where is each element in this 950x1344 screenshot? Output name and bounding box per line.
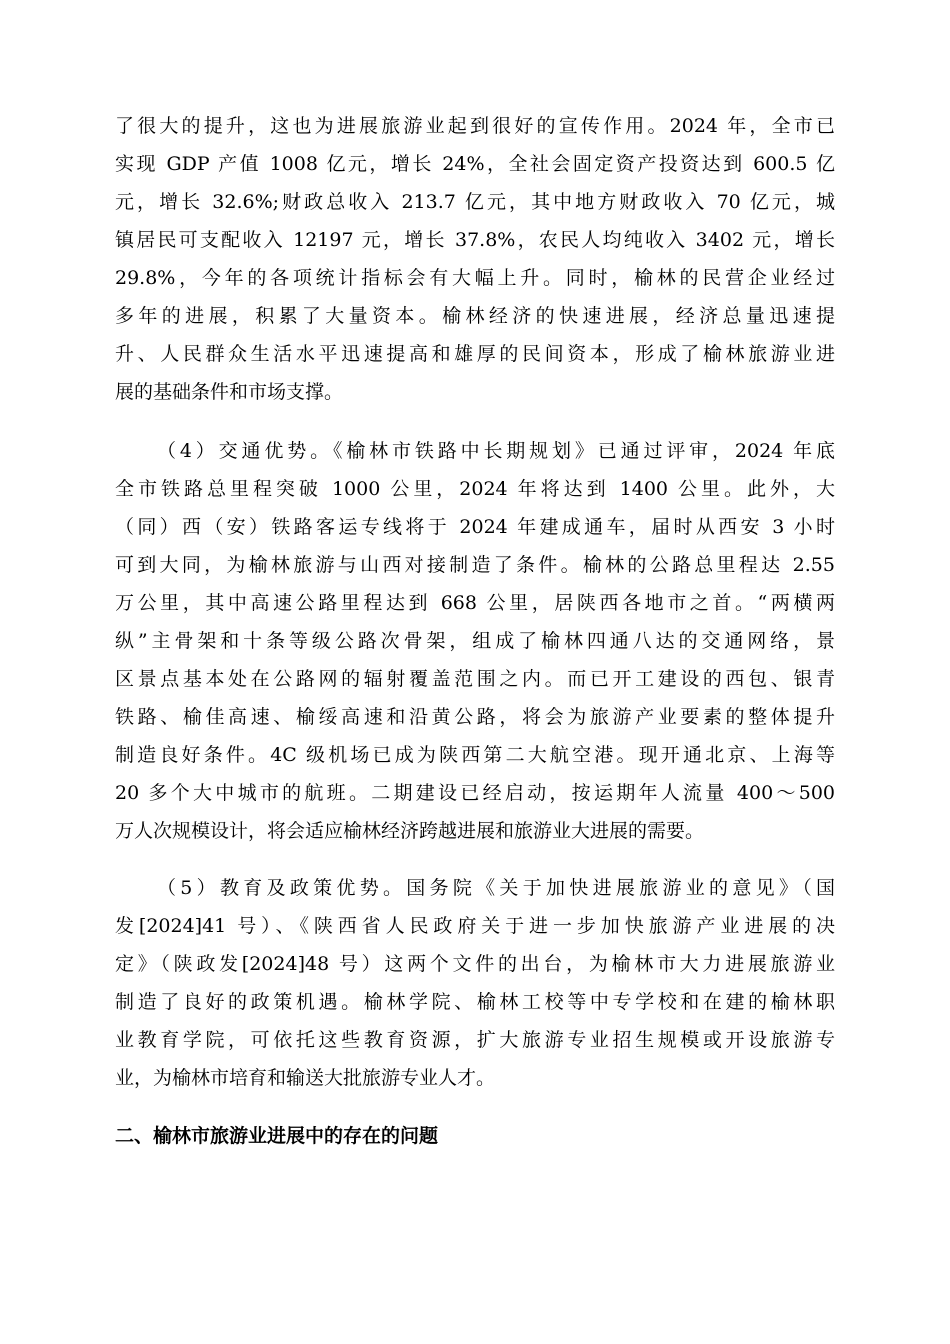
paragraph-line: （同）西（安）铁路客运专线将于 2024 年建成通车，届时从西安 3 小时 (115, 516, 835, 538)
paragraph-line: 可到大同，为榆林旅游与山西对接制造了条件。榆林的公路总里程达 2.55 (115, 554, 835, 576)
paragraph-line: 万公里，其中高速公路里程达到 668 公里，居陕西各地市之首。“两横两 (115, 592, 835, 614)
paragraph-line: 元，增长 32.6%;财政总收入 213.7 亿元，其中地方财政收入 70 亿元，城 (115, 191, 835, 213)
paragraph-line: 29.8%，今年的各项统计指标会有大幅上升。同时，榆林的民营企业经过 (115, 267, 835, 289)
paragraph-line: 纵”主骨架和十条等级公路次骨架，组成了榆林四通八达的交通网络，景 (115, 630, 835, 652)
paragraph-line: 发[2024]41 号）、《陕西省人民政府关于进一步加快旅游产业进展的决 (115, 915, 835, 937)
paragraph-line: 业教育学院，可依托这些教育资源，扩大旅游专业招生规模或开设旅游专 (115, 1029, 835, 1051)
paragraph-line: 实现 GDP 产值 1008 亿元，增长 24%，全社会固定资产投资达到 600.5 亿 (115, 153, 835, 175)
section-heading: 二、榆林市旅游业进展中的存在的问题 (115, 1125, 439, 1147)
paragraph-transport-advantage (115, 432, 835, 850)
paragraph-line: 升、人民群众生活水平迅速提高和雄厚的民间资本，形成了榆林旅游业进 (115, 343, 835, 365)
paragraph-economic-growth (115, 107, 835, 411)
paragraph-line: 了很大的提升，这也为进展旅游业起到很好的宣传作用。2024 年，全市已 (115, 115, 835, 137)
paragraph-line: 业，为榆林市培育和输送大批旅游专业人才。 (115, 1067, 496, 1089)
paragraph-line: 全市铁路总里程突破 1000 公里，2024 年将达到 1400 公里。此外，大 (115, 478, 835, 500)
paragraph-line: 区景点基本处在公路网的辐射覆盖范围之内。而已开工建设的西包、银青 (115, 668, 835, 690)
paragraph-line: 制造了良好的政策机遇。榆林学院、榆林工校等中专学校和在建的榆林职 (115, 991, 835, 1013)
paragraph-line: 万人次规模设计，将会适应榆林经济跨越进展和旅游业大进展的需要。 (115, 820, 705, 842)
paragraph-line: 铁路、榆佳高速、榆绥高速和沿黄公路，将会为旅游产业要素的整体提升 (115, 706, 835, 728)
paragraph-line: （4）交通优势。《榆林市铁路中长期规划》已通过评审，2024 年底 (157, 440, 835, 462)
paragraph-line: 多年的进展，积累了大量资本。榆林经济的快速进展，经济总量迅速提 (115, 305, 835, 327)
paragraph-line: 展的基础条件和市场支撑。 (115, 381, 344, 403)
paragraph-line: （5）教育及政策优势。国务院《关于加快进展旅游业的意见》（国 (157, 877, 835, 899)
paragraph-line: 20 多个大中城市的航班。二期建设已经启动，按运期年人流量 400～500 (115, 782, 835, 804)
paragraph-line: 镇居民可支配收入 12197 元，增长 37.8%，农民人均纯收入 3402 元，增长 (115, 229, 835, 251)
paragraph-education-policy-advantage (115, 869, 835, 1097)
paragraph-line: 制造良好条件。4C 级机场已成为陕西第二大航空港。现开通北京、上海等 (115, 744, 835, 766)
paragraph-line: 定》（陕政发[2024]48 号）这两个文件的出台，为榆林市大力进展旅游业 (115, 953, 835, 975)
